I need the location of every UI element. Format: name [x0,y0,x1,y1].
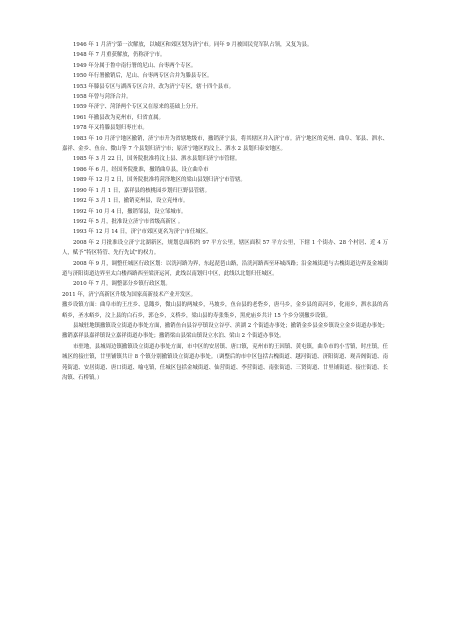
paragraph-county-seat-subdistricts: 县城驻地镇撤镇设立街道办事处方面，撤销鱼台县谷亭镇设立谷亭、滨湖 2 个街道办事处；撤销金乡县金乡镇设立金乡街道办事处；撤销嘉祥县嘉祥镇设立嘉祥街道办事处；撤销梁山县梁山镇设立水泊、梁山 2 个街道办事处。 [62,322,388,340]
document-page [62,40,388,383]
paragraph-2008-feb: 2008 年 2 月批准设立济宁北湖新区，规划总面积约 97 平方公里，辖区面积 57 平方公里，下辖 1 个街办、28 个村居、近 4 万人，赋予“特区特管、先行先试”的权力。 [62,239,388,257]
paragraph-2011: 2011 年，济宁高新区升级为国家高新技术产业开发区。 [62,291,197,298]
paragraph-1992-oct: 1992 年 10 月 4 日，撤销邹县，设立邹城市。 [73,208,187,215]
paragraph-township-to-town: 撤乡设镇方面：曲阜市的王庄乡、息陬乡，微山县的两城乡，马坡乡，鱼台县的老砦乡，唐马乡，金乡县的高河乡，化雨乡，泗水县的高峪乡，圣水峪乡，汶上县的白石乡，郭仓乡，义桥乡，梁山县的寿张集乡，黑虎庙乡共计 15 个乡分别撤乡设镇。 [62,302,388,319]
paragraph-city-subdistricts: 市驻地，县城周边镇撤镇设立街道办事处方面，市中区的安居镇、唐口镇，兖州市的王因镇、黄屯镇，曲阜市的小雪镇，时庄镇，任城区的接庄镇，廿里铺镇共计 8 个镇分别撤镇设立街道办事处。（调整后的市中区包括古槐街道、越河街道、济阳街道、观音阁街道、南苑街道、安居街道、唐口街道、喻屯镇，任城区包括金城街道、仙营街道、李营街道、南张街道、三贤街道、廿里铺街道、接庄街道、长沟镇、石桥镇。） [62,343,388,381]
paragraph-2008-sep: 2008 年 9 月，调整任城区行政区划：以洸河路为界，东起琵琶山路，沿洸河路西至环城西路；沿金城街道与古槐街道边界及金城街道与济阳街道边界至太白楼西路西至梁济运河，此线以南划归中区，此线以北划归任城区。 [62,260,388,277]
paragraph-1950: 1950 年行署撤销后，尼山、台枣两专区合并为滕县专区。 [73,73,213,80]
paragraph-2010: 2010 年 7 月，调整部分乡镇行政区划。 [73,281,171,288]
paragraph-1946: 1946 年 1 月济宁第一次解放，以城区和郊区划为济宁市。同年 9 月被国民党军队占领，又复为县。 [73,42,313,48]
paragraph-1990: 1990 年 1 月 1 日，嘉祥县的核桃园乡划归巨野县管辖。 [73,187,210,194]
paragraph-1986: 1986 年 6 月，经国务院批准，撤销曲阜县，设立曲阜市 [73,166,209,173]
paragraph-1983: 1983 年 10 月济宁地区撤销，济宁市升为省辖地级市，撤销济宁县，将其辖区并入济宁市。济宁地区的兖州、曲阜、邹县、泗水、嘉祥、金乡、鱼台、微山等 7 个县划归济宁市；原济宁地区的汶上、泗水 2 县划归泰安地区。 [62,135,388,153]
paragraph-1958: 1958 年曾与菏泽合并。 [73,94,132,101]
paragraph-1992-mar: 1992 年 3 月 1 日，撤销兖州县，设立兖州市。 [73,198,189,205]
paragraph-1993: 1993 年 12 月 14 日，济宁市郊区更名为济宁市任城区。 [73,229,212,236]
paragraph-1992-may: 1992 年 5 月，批准设立济宁市省级高新区 。 [73,218,184,225]
paragraph-1949: 1949 年分属于鲁中南行署的尼山、台枣两个专区。 [73,62,197,69]
paragraph-1989: 1989 年 12 月 2 日，国务院批准将菏泽地区的梁山县划归济宁市管辖。 [73,177,246,184]
paragraph-1948: 1948 年 7 月重获解放，仍称济宁市。 [73,52,166,59]
paragraph-1959: 1959 年济宁、菏泽两个专区又在原来的基础上分开。 [73,104,202,111]
paragraph-1953: 1953 年滕县专区与湖西专区合并，改为济宁专区，辖十四个县市。 [73,83,234,90]
paragraph-1978: 1978 年又将滕县划归枣庄市。 [73,125,148,132]
paragraph-1985: 1985 年 3 月 22 日，国务院批准将汶上县、泗水县划归济宁市管辖。 [73,156,241,163]
paragraph-1961: 1961 年撤县改为兖州市，归省直属。 [73,114,164,121]
